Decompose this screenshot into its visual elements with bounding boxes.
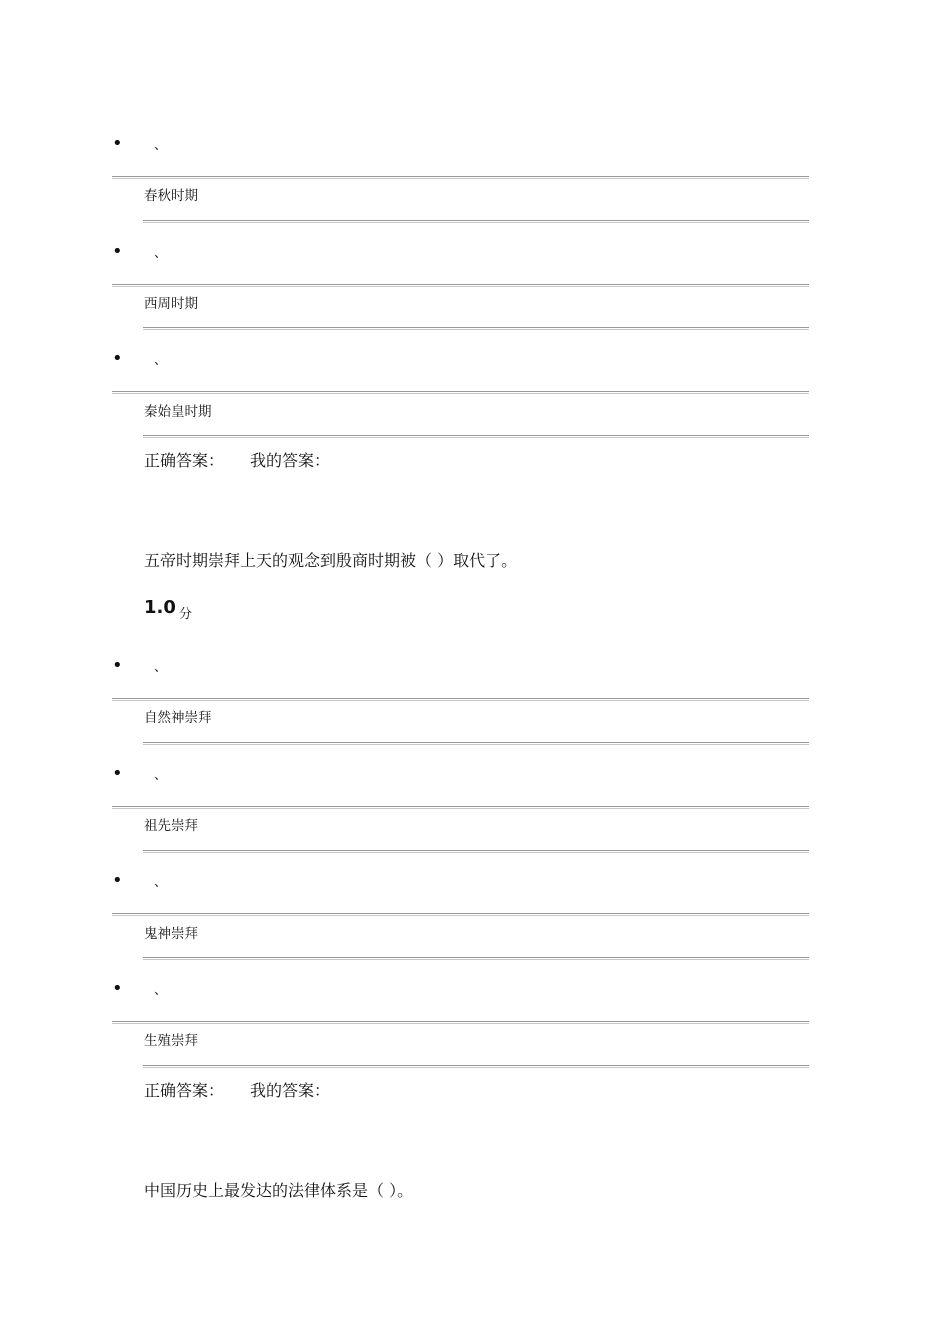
my-answer-label: 我的答案：	[250, 451, 331, 470]
divider	[112, 698, 809, 701]
divider	[143, 957, 809, 960]
option-bullet: •	[112, 133, 123, 154]
divider	[112, 391, 809, 394]
option-marker: 、	[154, 768, 168, 783]
option-bullet: •	[112, 348, 123, 369]
answer-line	[144, 1081, 330, 1101]
divider	[143, 435, 809, 438]
option-marker: 、	[154, 246, 168, 261]
divider	[143, 220, 809, 223]
option-text[interactable]: 自然神崇拜	[144, 710, 212, 726]
option-text[interactable]: 祖先崇拜	[144, 818, 198, 834]
question-score	[144, 596, 192, 622]
divider	[112, 176, 809, 179]
option-text[interactable]: 西周时期	[144, 296, 198, 312]
question-text: 五帝时期崇拜上天的观念到殷商时期被（ ）取代了。	[144, 551, 518, 570]
option-text[interactable]: 秦始皇时期	[144, 404, 212, 420]
score-value: 1.0	[144, 597, 176, 618]
option-marker: 、	[154, 660, 168, 675]
divider	[143, 742, 809, 745]
option-text[interactable]: 鬼神崇拜	[144, 926, 198, 942]
divider	[143, 850, 809, 853]
option-marker: 、	[154, 138, 168, 153]
option-bullet: •	[112, 763, 123, 784]
correct-answer-label: 正确答案：	[144, 451, 225, 470]
option-text[interactable]: 春秋时期	[144, 188, 198, 204]
score-unit: 分	[178, 607, 192, 622]
divider	[112, 284, 809, 287]
divider	[143, 327, 809, 330]
divider	[112, 806, 809, 809]
option-marker: 、	[154, 875, 168, 890]
divider	[112, 913, 809, 916]
question-text: 中国历史上最发达的法律体系是（ ）。	[144, 1181, 414, 1200]
option-bullet: •	[112, 870, 123, 891]
divider	[143, 1065, 809, 1068]
divider	[112, 1021, 809, 1024]
option-text[interactable]: 生殖崇拜	[144, 1033, 198, 1049]
option-bullet: •	[112, 655, 123, 676]
correct-answer-label: 正确答案：	[144, 1081, 225, 1100]
answer-line	[144, 451, 330, 471]
option-bullet: •	[112, 241, 123, 262]
my-answer-label: 我的答案：	[250, 1081, 331, 1100]
option-marker: 、	[154, 983, 168, 998]
option-marker: 、	[154, 353, 168, 368]
option-bullet: •	[112, 978, 123, 999]
